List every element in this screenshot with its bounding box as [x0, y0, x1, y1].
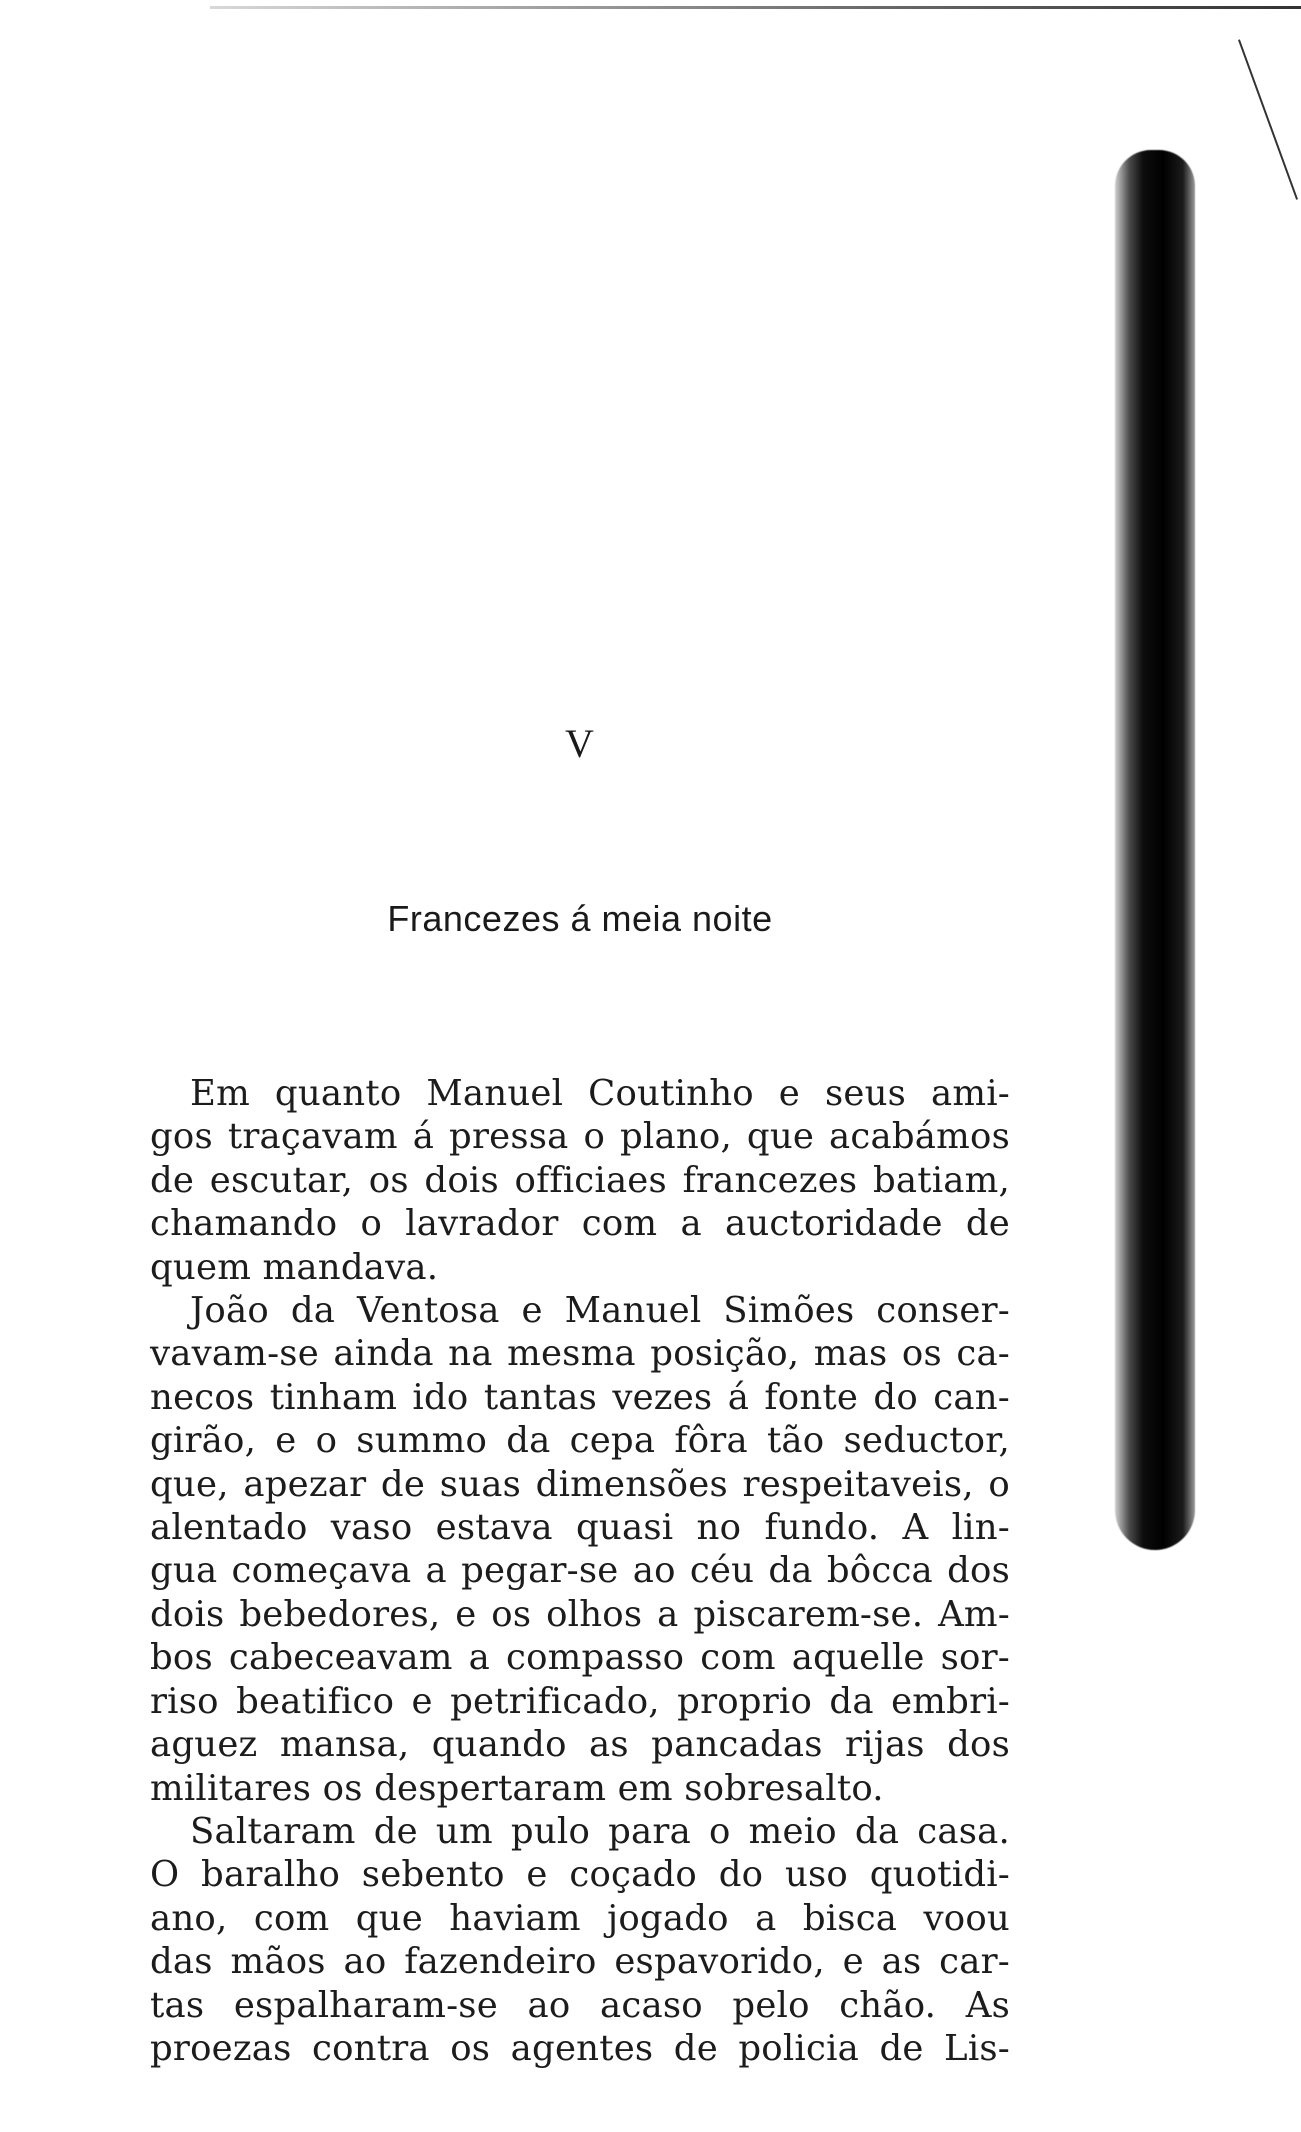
text-line: girão, e o summo da cepa fôra tão seductor,: [150, 1420, 1010, 1462]
text-line: dois bebedores, e os olhos a piscarem-se. Am-: [150, 1593, 1010, 1635]
text-line: ano, com que haviam jogado a bisca voou: [150, 1897, 1010, 1939]
binding-shadow: [1115, 150, 1195, 1550]
text-line: vavam-se ainda na mesma posição, mas os ca-: [150, 1333, 1010, 1375]
text-line: alentado vaso estava quasi no fundo. A lin-: [150, 1507, 1010, 1549]
text-line: gua começava a pegar-se ao céu da bôcca dos: [150, 1550, 1010, 1592]
text-line: bos cabeceavam a compasso com aquelle sor-: [150, 1637, 1010, 1679]
corner-mark: [1238, 39, 1298, 199]
text-line: necos tinham ido tantas vezes á fonte do can-: [150, 1376, 1010, 1418]
text-line: militares os despertaram em sobresalto.: [150, 1767, 884, 1809]
text-line: Saltaram de um pulo para o meio da casa.: [190, 1810, 1010, 1852]
chapter-body: [150, 1072, 1010, 2070]
text-line: aguez mansa, quando as pancadas rijas dos: [150, 1724, 1010, 1766]
text-line: quem mandava.: [150, 1246, 439, 1288]
text-line: João da Ventosa e Manuel Simões conser-: [190, 1290, 1010, 1332]
text-line: que, apezar de suas dimensões respeitaveis, o: [150, 1463, 1010, 1505]
text-line: Em quanto Manuel Coutinho e seus ami-: [190, 1073, 1010, 1114]
text-line: chamando o lavrador com a auctoridade de: [150, 1203, 1010, 1245]
chapter-number: V: [565, 721, 595, 766]
text-line: de escutar, os dois officiaes francezes batiam,: [150, 1159, 1010, 1201]
text-line: tas espalharam-se ao acaso pelo chão. As: [150, 1984, 1010, 2026]
top-edge-line: [210, 6, 1301, 9]
text-line: riso beatifico e petrificado, proprio da embri-: [150, 1680, 1010, 1722]
text-line: O baralho sebento e coçado do uso quotidi-: [150, 1854, 1010, 1896]
chapter-title: Francezes á meia noite: [387, 898, 773, 939]
text-line: proezas contra os agentes de policia de Lis-: [150, 2027, 1010, 2069]
text-line: gos traçavam á pressa o plano, que acabámos: [150, 1116, 1010, 1158]
text-line: das mãos ao fazendeiro espavorido, e as car-: [150, 1941, 1010, 1983]
